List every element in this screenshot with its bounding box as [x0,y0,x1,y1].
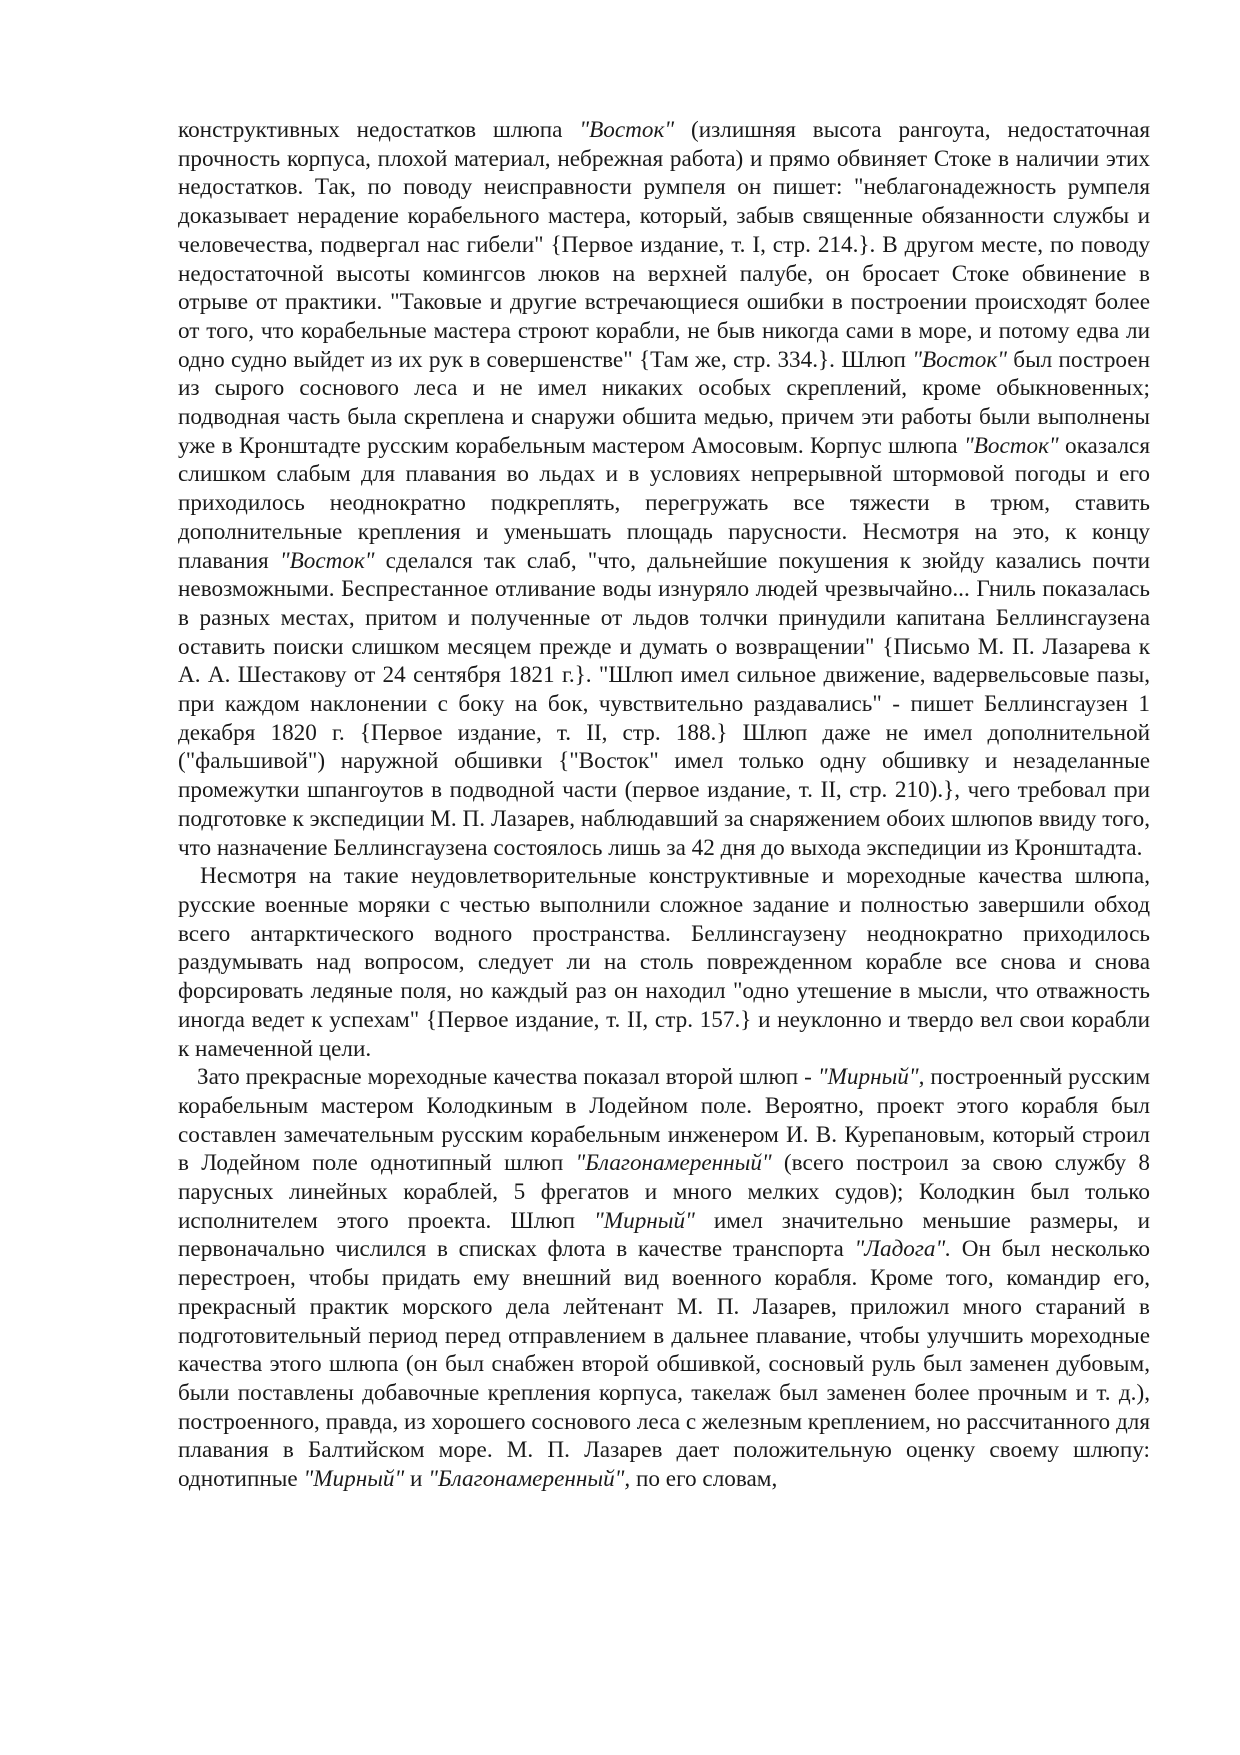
ship-name-blagonamerenny: "Благонамеренный" [575,1150,772,1177]
paragraph-1 [178,116,1150,862]
ship-name-vostok: "Восток" [912,346,1007,373]
ship-name-blagonamerenny: "Благонамеренный", [428,1466,631,1493]
paragraph-2 [178,862,1150,1063]
ship-name-mirny: "Мирный" [303,1466,405,1493]
text-run: по его словам, [630,1466,778,1493]
ship-name-vostok: "Восток" [579,117,675,143]
paragraph-3 [178,1063,1150,1494]
text-run: построенный русским корабельным мастером Колодкиным в Лодейном поле. Вероятно, проект этого корабля был составлен замечательным русским корабельным инженером И. В. Курепановым, который строил в Лодейном поле однотипный шлюп [178,1064,1150,1177]
text-run: Он был несколько перестроен, чтобы придать ему внешний вид военного корабля. Кроме того, командир его, прекрасный практик морского дела лейтенант М. П. Лазарев, приложил много стараний в подготовительный период перед отправлением в дальнее плавание, чтобы улучшить мореходные качества этого шлюпа (он был снабжен второй обшивкой, сосновый руль был заменен дубовым, были поставлены добавочные крепления корпуса, такелаж был заменен более прочным и т. д.), построенного, правда, из хорошего соснового леса с железным креплением, но рассчитанного для плавания в Балтийском море. М. П. Лазарев дает положительную оценку своему шлюпу: однотипные [178,1236,1150,1493]
ship-name-ladoga: "Ладога". [854,1236,952,1263]
text-run: Несмотря на такие неудовлетворительные конструктивные и мореходные качества шлюпа, русские военные моряки с честью выполнили сложное задание и полностью завершили обход всего антарктического водного пространства. Беллинсгаузену неоднократно приходилось раздумывать над вопросом, следует ли на столь поврежденном корабле все снова и снова форсировать ледяные поля, но каждый раз он находил "одно утешение в мысли, что отважность иногда ведет к успехам" {Первое издание, т. II, стр. 157.} и неуклонно и твердо вел свои корабли к намеченной цели. [178,863,1150,1062]
ship-name-mirny: "Мирный" [594,1207,695,1234]
text-run: и [404,1466,429,1493]
text-run: сделался так слаб, "что, дальнейшие покушения к зюйду казались почти невозможными. Беспрестанное отливание воды изнуряло людей чрезвычайно... Гниль показалась в разных местах, притом и полученные от льдов толчки принудили капитана Беллинсгаузена оставить поиски слишком месяцем прежде и думать о возвращении" {Письмо М. П. Лазарева к А. А. Шестакову от 24 сентября 1821 г.}. "Шлюп имел сильное движение, вадервельсовые пазы, при каждом наклонении с боку на бок, чувствительно раздавались" - пишет Беллинсгаузен 1 декабря 1820 г. {Первое издание, т. II, стр. 188.} Шлюп даже не имел дополнительной ("фальшивой") наружной обшивки {"Восток" имел только одну обшивку и незаделанные промежутки шпангоутов в подводной части (первое издание, т. II, стр. 210).}, чего требовал при подготовке к экспедиции М. П. Лазарев, наблюдавший за снаряжением обоих шлюпов ввиду того, что назначение Беллинсгаузена состоялось лишь за 42 дня до выхода экспедиции из Кронштадта. [178,547,1150,861]
text-run: оказался слишком слабым для плавания во льдах и в условиях непрерывной штормовой погоды и его приходилось неоднократно подкреплять, перегружать все тяжести в трюм, ставить дополнительные крепления и уменьшать площадь парусности. Несмотря на это, к концу плавания [178,432,1151,574]
ship-name-vostok: "Восток" [279,547,375,574]
text-run: имел значительно меньшие размеры, и первоначально числился в списках флота в качестве транспорта [178,1207,1150,1263]
document-page [178,116,1150,1494]
text-run: Зато прекрасные мореходные качества показал второй шлюп - [197,1064,818,1091]
ship-name-vostok: "Восток" [963,432,1059,459]
text-run: был построен из сырого соснового леса и не имел никаких особых скреплений, кроме обыкновенных; подводная часть была скреплена и снаружи обшита медью, причем эти работы были выполнены уже в Кронштадте русским корабельным мастером Амосовым. Корпус шлюпа [178,346,1150,459]
text-run: конструктивных недостатков шлюпа [178,117,580,143]
text-run: (излишняя высота рангоута, недостаточная прочность корпуса, плохой материал, небрежная работа) и прямо обвиняет Стоке в наличии этих недостатков. Так, по поводу неисправности румпеля он пишет: "неблагонадежность румпеля доказывает нерадение корабельного мастера, который, забыв священные обязанности службы и человечества, подвергал нас гибели" {Первое издание, т. I, стр. 214.}. В другом месте, по поводу недостаточной высоты комингсов люков на верхней палубе, он бросает Стоке обвинение в отрыве от практики. "Таковые и другие встречающиеся ошибки в построении происходят более от того, что корабельные мастера строют корабли, не быв никогда сами в море, и потому едва ли одно судно выйдет из их рук в совершенстве" {Там же, стр. 334.}. Шлюп [178,117,1151,373]
text-run: (всего построил за свою службу 8 парусных линейных кораблей, 5 фрегатов и много мелких судов); Колодкин был только исполнителем этого проекта. Шлюп [178,1150,1150,1234]
ship-name-mirny: "Мирный", [817,1064,925,1091]
